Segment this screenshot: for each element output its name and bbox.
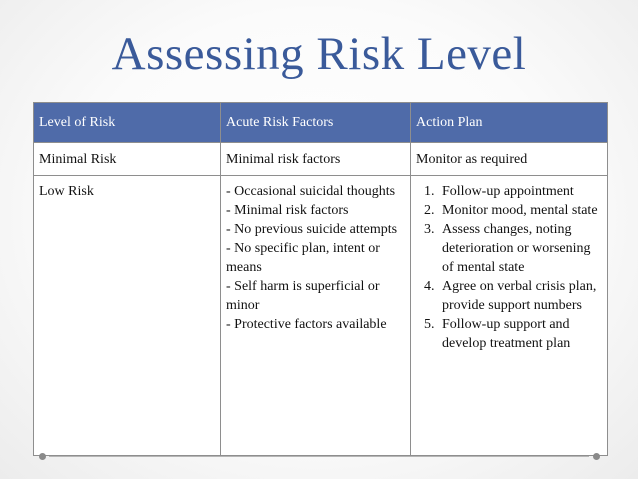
- decorative-dot-left: [39, 453, 46, 460]
- cell-factors: [221, 143, 411, 176]
- plan-step: 2. Monitor mood, mental state: [438, 201, 602, 220]
- factor-item: - Self harm is superficial or minor: [226, 279, 380, 313]
- action-plan-list: [416, 182, 602, 353]
- plan-step: 3. Assess changes, noting deterioration or worsening of mental state: [438, 220, 602, 277]
- factor-item: - Occasional suicidal thoughts: [226, 184, 396, 199]
- factor-item: - No specific plan, intent or means: [226, 241, 380, 275]
- risk-level-table: [33, 102, 608, 456]
- decorative-dot-right: [593, 453, 600, 460]
- table-row: [34, 176, 608, 456]
- header-action-plan: Action Plan: [411, 103, 608, 143]
- factor-item: - Protective factors available: [226, 317, 387, 332]
- factor-item: - No previous suicide attempts: [226, 222, 398, 237]
- slide-title: Assessing Risk Level: [111, 28, 527, 80]
- cell-plan: Monitor as required: [411, 143, 608, 176]
- factor-item: Minimal risk factors: [226, 151, 341, 167]
- table-header-row: [34, 103, 608, 143]
- cell-level: Low Risk: [34, 176, 221, 456]
- cell-level: Minimal Risk: [34, 143, 221, 176]
- cell-factors: [221, 176, 411, 456]
- plan-step: 5. Follow-up support and develop treatment plan: [438, 315, 602, 353]
- plan-step: 1. Follow-up appointment: [438, 182, 602, 201]
- footer-divider: [49, 456, 589, 457]
- cell-plan: [411, 176, 608, 456]
- table-row: [34, 143, 608, 176]
- header-acute-risk-factors: Acute Risk Factors: [221, 103, 411, 143]
- factor-item: - Minimal risk factors: [226, 203, 349, 218]
- plan-step: 4. Agree on verbal crisis plan, provide support numbers: [438, 277, 602, 315]
- header-level-of-risk: Level of Risk: [34, 103, 221, 143]
